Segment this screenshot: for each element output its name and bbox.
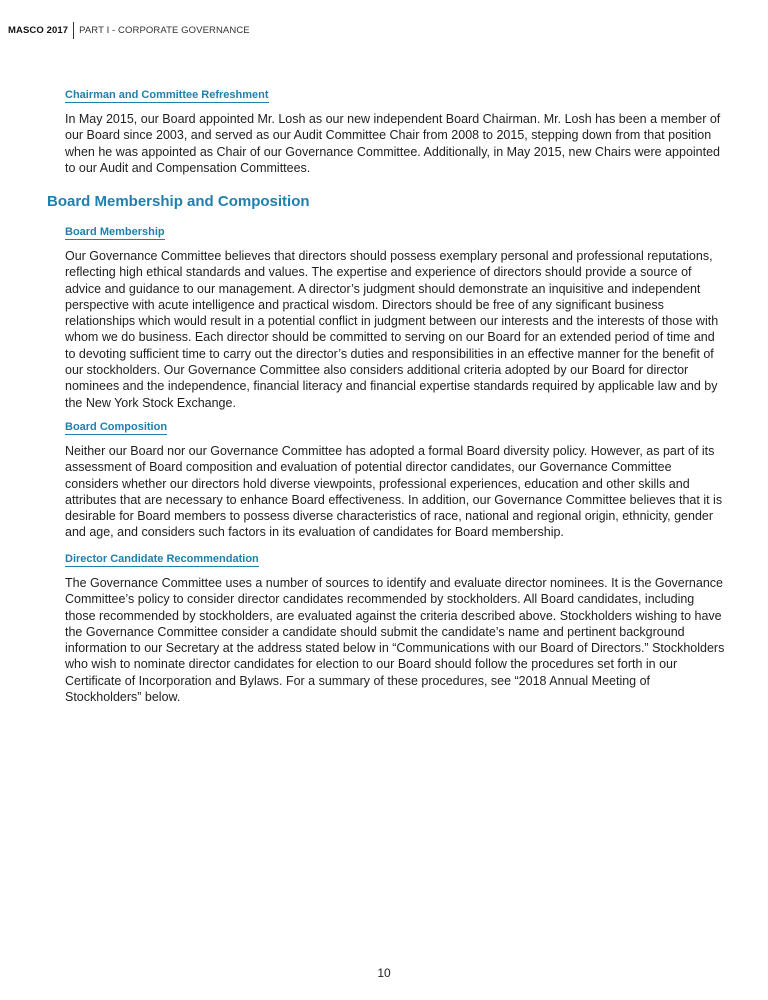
running-header [8,21,250,39]
board-membership-paragraph: Our Governance Committee believes that directors should possess exemplary personal and professional reputations, reflecting high ethical standards and values. The expertise and experience of directors should provide a source of advice and guidance to our management. A director’s judgment should demonstrate an inquisitive and independent perspective with acute intelligence and practical wisdom. Directors should be free of any significant business relationships which would result in a potential conflict in judgment between our interests and the interests of those with whom we do business. Each director should be committed to serving on our Board for an extended period of time and to devoting sufficient time to carry out the director’s duties and responsibilities in an effective manner for the benefit of our stockholders. Our Governance Committee also considers additional criteria adopted by our Board for director nominees and the independence, financial literacy and financial expertise standards required by applicable law and by the New York Stock Exchange. [65,249,719,410]
board-composition-section [65,417,725,541]
director-candidate-paragraph: The Governance Committee uses a number of sources to identify and evaluate director nominees. It is the Governance Committee’s policy to consider director candidates recommended by stockholders. All Board candidates, including those recommended by stockholders, are evaluated against the criteria described above. Stockholders wishing to have the Governance Committee consider a candidate should submit the candidate’s name and pertinent background information to our Secretary at the address stated below in “Communications with our Board of Directors.” Stockholders who wish to nominate director candidates for election to our Board should follow the procedures set forth in our Certificate of Incorporation and Bylaws. For a summary of these procedures, see “2018 Annual Meeting of Stockholders” below. [65,576,725,705]
chairman-refreshment-paragraph: In May 2015, our Board appointed Mr. Losh as our new independent Board Chairman. Mr. Losh has been a member of our Board since 2003, and served as our Audit Committee Chair from 2008 to 2015, stepping down from that position when he was appointed as Chair of our Governance Committee. Additionally, in May 2015, new Chairs were appointed to our Audit and Compensation Committees. [65,112,721,175]
header-divider [73,22,74,39]
board-membership-section [65,222,725,411]
chairman-refreshment-heading: Chairman and Committee Refreshment [65,89,269,101]
director-candidate-section [65,549,725,705]
chairman-refreshment-section [65,85,725,176]
board-membership-composition-heading: Board Membership and Composition [47,193,310,210]
page-number: 10 [377,966,391,980]
report-section-label: PART I - CORPORATE GOVERNANCE [79,24,250,36]
report-brand: MASCO 2017 [8,24,69,36]
board-membership-heading: Board Membership [65,226,165,238]
board-composition-heading: Board Composition [65,421,168,433]
director-candidate-heading: Director Candidate Recommendation [65,553,259,565]
board-composition-paragraph: Neither our Board nor our Governance Committee has adopted a formal Board diversity policy. However, as part of its assessment of Board composition and evaluation of potential director candidates, our Governance Committee considers whether our directors hold diverse viewpoints, professional experiences, education and other skills and attributes that are necessary to enhance Board effectiveness. In addition, our Governance Committee believes that it is desirable for Board members to possess diverse characteristics of race, national and regional origin, ethnicity, gender and age, and considers such factors in its evaluation of candidates for Board membership. [65,444,723,540]
